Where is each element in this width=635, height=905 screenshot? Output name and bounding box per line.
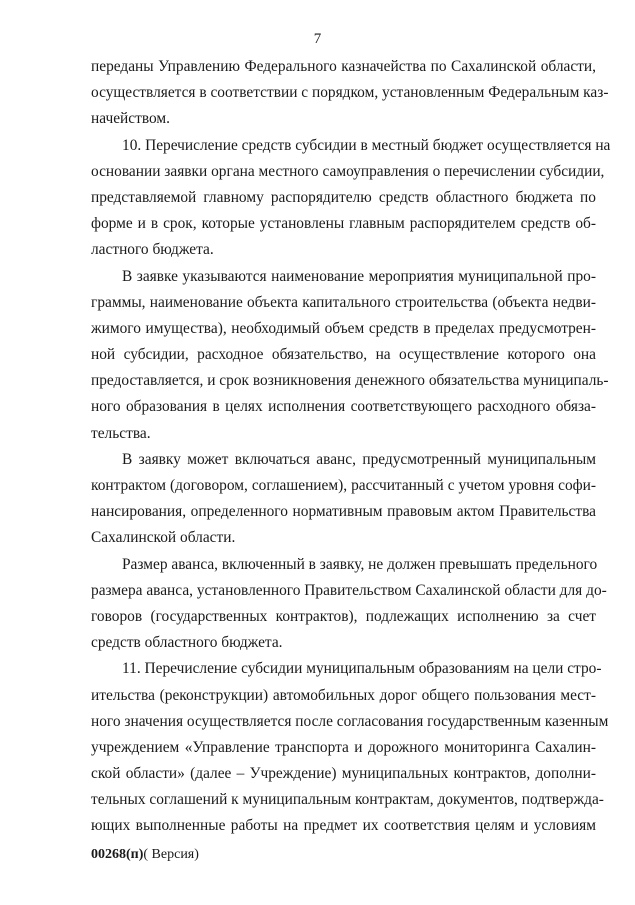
paragraph-10 <box>91 133 611 264</box>
text-line: ной субсидии, расходное обязательство, на осуществление которого она <box>91 346 596 364</box>
text-line: граммы, наименование объекта капитального строительства (объекта недви- <box>91 293 596 311</box>
text-line: ской области» (далее – Учреждение) муниципальных контрактов, дополни- <box>91 765 596 783</box>
paragraph-application-contents <box>91 264 609 447</box>
text-line: форме и в срок, которые установлены главным распорядителем средств об- <box>91 215 596 233</box>
text-line: переданы Управлению Федерального казначейства по Сахалинской области, <box>91 58 596 75</box>
text-line: 10. Перечисление средств субсидии в местный бюджет осуществляется на <box>122 136 611 154</box>
document-code: 00268(п) <box>91 847 144 862</box>
text-line: В заявку может включаться аванс, предусмотренный муниципальным <box>122 450 596 468</box>
text-line: контрактом (договором, соглашением), рассчитанный с учетом уровня софи- <box>91 477 596 494</box>
text-line: осуществляется в соответствии с порядком, установленным Федеральным каз- <box>91 84 609 102</box>
text-line: ластного бюджета. <box>91 241 214 259</box>
document-version: ( Версия) <box>143 847 199 862</box>
text-line: основании заявки органа местного самоуправления о перечислении субсидии, <box>91 162 605 180</box>
page-number: 7 <box>313 31 322 47</box>
text-line: В заявке указываются наименование мероприятия муниципальной про- <box>122 267 596 285</box>
text-line: ного образования в целях исполнения соответствующего расходного обяза- <box>91 398 596 416</box>
text-line: средств областного бюджета. <box>91 634 283 652</box>
text-line: начейством. <box>91 110 170 128</box>
text-line: Сахалинской области. <box>91 529 236 547</box>
text-line: 11. Перечисление субсидии муниципальным образованиям на цели стро- <box>122 660 602 678</box>
text-line: размера аванса, установленного Правительством Сахалинской области для до- <box>91 581 607 599</box>
text-line: ного значения осуществляется после согласования государственным казенным <box>91 712 609 730</box>
text-line: Размер аванса, включенный в заявку, не должен превышать предельного <box>122 555 598 573</box>
paragraph-continuation <box>91 54 609 133</box>
document-footer <box>91 846 199 864</box>
text-line: учреждением «Управление транспорта и дорожного мониторинга Сахалин- <box>91 738 596 756</box>
paragraph-11 <box>91 656 609 839</box>
text-line: говоров (государственных контрактов), подлежащих исполнению за счет <box>91 607 596 625</box>
text-line: тельства. <box>91 424 151 442</box>
text-line: представляемой главному распорядителю средств областного бюджета по <box>91 188 596 206</box>
text-line: нансирования, определенного нормативным правовым актом Правительства <box>91 503 596 521</box>
text-line: предоставляется, и срок возникновения денежного обязательства муниципаль- <box>91 372 609 390</box>
text-line: ительства (реконструкции) автомобильных дорог общего пользования мест- <box>91 686 596 704</box>
paragraph-advance-limit <box>91 552 607 657</box>
paragraph-advance <box>91 447 596 552</box>
text-line: ющих выполненные работы на предмет их соответствия целям и условиям <box>91 817 596 835</box>
document-body <box>91 54 611 840</box>
text-line: тельных соглашений к муниципальным контрактам, документов, подтвержда- <box>91 791 604 809</box>
text-line: жимого имущества), необходимый объем средств в пределах предусмотрен- <box>91 319 596 337</box>
